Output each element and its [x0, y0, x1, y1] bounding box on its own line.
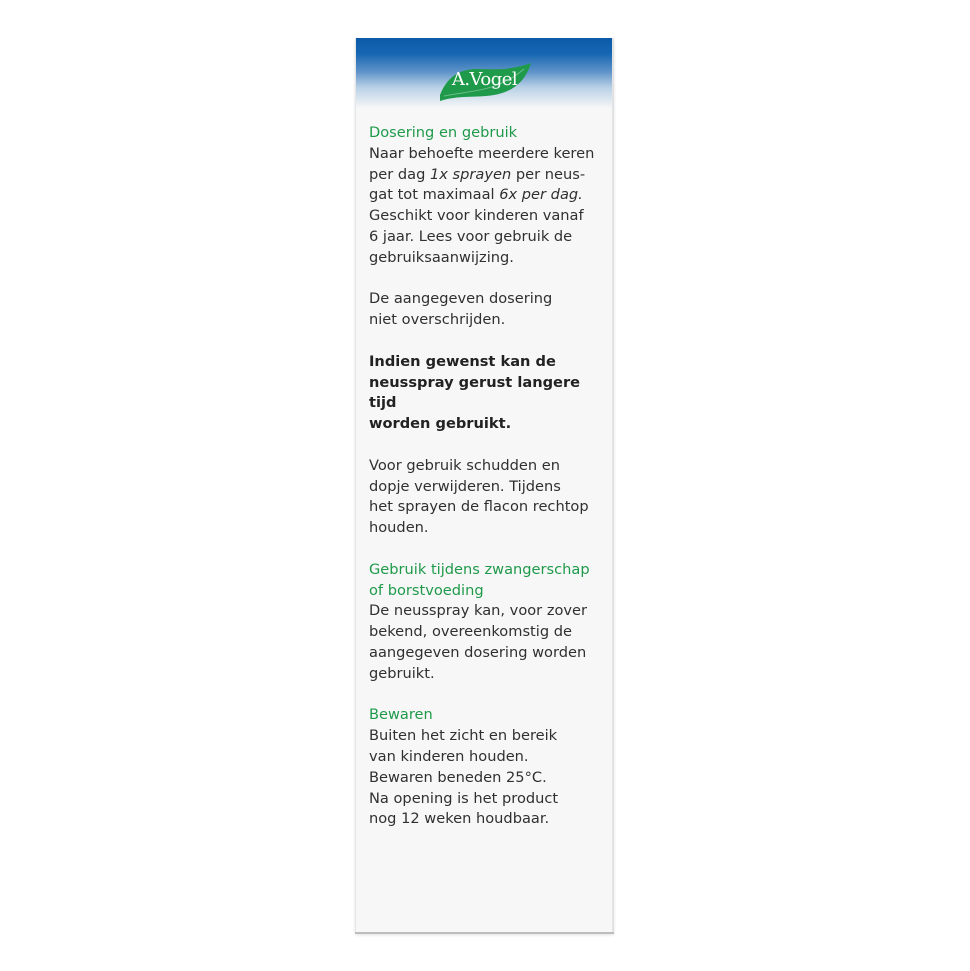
logo-text: A.Vogel	[451, 69, 518, 90]
text-line: per dag 1x sprayen per neus-	[369, 165, 586, 183]
text-line: Bewaren beneden 25°C.	[369, 768, 547, 786]
text-line: De neusspray kan, voor zover	[369, 602, 588, 620]
avogel-logo	[436, 61, 533, 103]
text-line: aangegeven dosering worden	[369, 643, 587, 661]
text-line: Buiten het zicht en bereik	[369, 727, 558, 745]
text-line: van kinderen houden.	[369, 747, 529, 765]
text-line: nog 12 weken houdbaar.	[369, 810, 550, 828]
heading-dosering: Dosering en gebruik	[369, 124, 518, 141]
text-line: het sprayen de flacon rechtop	[369, 498, 589, 516]
text-line: 6 jaar. Lees voor gebruik de	[369, 227, 573, 245]
text-line: Na opening is het product	[369, 789, 559, 807]
text-line: gat tot maximaal 6x per dag.	[369, 186, 583, 204]
text-line: gebruiksaanwijzing.	[369, 248, 514, 266]
bold-text-line: neusspray gerust langere tijd	[369, 373, 581, 412]
text-line: niet overschrijden.	[369, 311, 506, 329]
text-line: Geschikt voor kinderen vanaf	[369, 207, 584, 225]
package-text	[369, 123, 609, 830]
bold-text-line: worden gebruikt.	[369, 415, 512, 433]
text-line: Voor gebruik schudden en	[369, 456, 560, 474]
heading-zwangerschap: of borstvoeding	[369, 581, 484, 599]
text-line: houden.	[369, 519, 429, 537]
text-line: dopje verwijderen. Tijdens	[369, 477, 561, 495]
text-line: De aangegeven dosering	[369, 290, 553, 308]
text-line: Naar behoefte meerdere keren	[369, 144, 595, 162]
heading-bewaren: Bewaren	[369, 706, 433, 724]
text-line: bekend, overeenkomstig de	[369, 623, 572, 641]
heading-zwangerschap: Gebruik tijdens zwangerschap	[369, 560, 590, 578]
package-side-panel	[355, 38, 614, 932]
bold-text-line: Indien gewenst kan de	[369, 352, 556, 370]
text-line: gebruikt.	[369, 664, 435, 682]
